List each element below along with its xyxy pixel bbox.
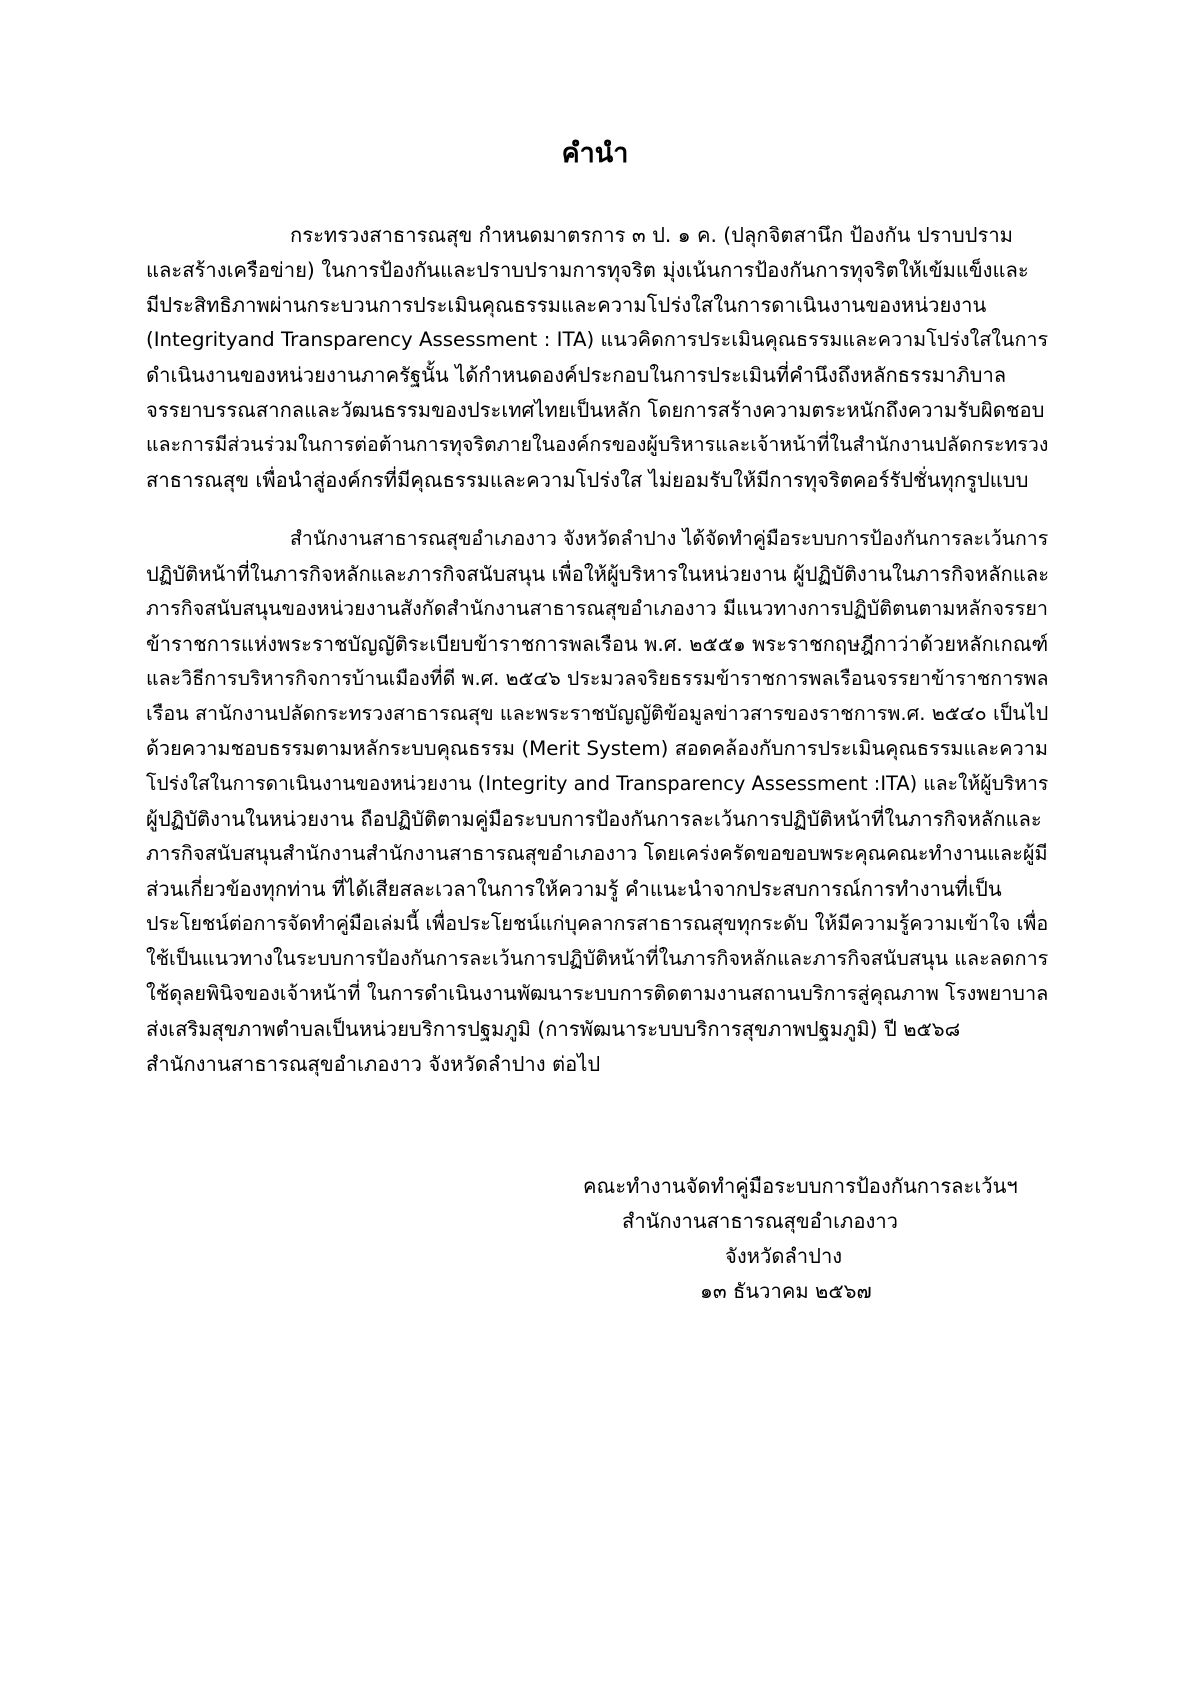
paragraph-2-line: ผู้ปฏิบัติงานในหน่วยงาน ถือปฏิบัติตามคู่มือระบบการป้องกันการละเว้นการปฏิบัติหน้าที่ในภารกิจหลักและ	[146, 807, 1042, 831]
signature-province: จังหวัดลำปาง	[725, 1244, 843, 1268]
paragraph-1-line: จรรยาบรรณสากลและวัฒนธรรมของประเทศไทยเป็นหลัก โดยการสร้างความตระหนักถึงความรับผิดชอบ	[146, 398, 1045, 422]
paragraph-2-line: ข้าราชการแห่งพระราชบัญญัติระเบียบข้าราชการพลเรือน พ.ศ. ๒๕๕๑ พระราชกฤษฎีกาว่าด้วยหลักเกณฑ์	[146, 632, 1049, 656]
paragraph-1-line: และการมีส่วนร่วมในการต่อต้านการทุจริตภายในองค์กรของผู้บริหารและเจ้าหน้าที่ในสำนักงานปลัดกระทรวง	[146, 433, 1049, 456]
paragraph-2-line: ด้วยความชอบธรรมตามหลักระบบคุณธรรม (Merit System) สอดคล้องกับการประเมินคุณธรรมและความ	[146, 737, 1049, 760]
paragraph-2-line: ส่วนเกี่ยวข้องทุกท่าน ที่ได้เสียสละเวลาในการให้ความรู้ คำแนะนำจากประสบการณ์การทำงานที่เป็น	[146, 877, 1002, 901]
paragraph-2-line: เรือน สานักงานปลัดกระทรวงสาธารณสุข และพระราชบัญญัติข้อมูลข่าวสารของราชการพ.ศ. ๒๕๔๐ เป็นไป	[146, 702, 1049, 725]
paragraph-1-line: กระทรวงสาธารณสุข กำหนดมาตรการ ๓ ป. ๑ ค. (ปลุกจิตสานึก ป้องกัน ปราบปราม	[290, 223, 1013, 247]
paragraph-2-line: ภารกิจสนับสนุนสำนักงานสำนักงานสาธารณสุขอำเภองาว โดยเคร่งครัดขอขอบพระคุณคณะทำงานและผู้มี	[146, 842, 1048, 865]
paragraph-2-line: โปร่งใสในการดาเนินงานของหน่วยงาน (Integrity and Transparency Assessment :ITA) และให้ผู้บริหาร	[146, 772, 1049, 795]
paragraph-2-line: ปฏิบัติหน้าที่ในภารกิจหลักและภารกิจสนับสนุน เพื่อให้ผู้บริหารในหน่วยงาน ผู้ปฏิบัติงานในภารกิจหลักและ	[146, 562, 1050, 586]
paragraph-2-line: สำนักงานสาธารณสุขอำเภองาว จังหวัดลำปาง ต่อไป	[146, 1052, 601, 1076]
paragraph-2-line: ใช้ดุลยพินิจของเจ้าหน้าที่ ในการดำเนินงานพัฒนาระบบการติดตามงานสถานบริการสู่คุณภาพ โรงพยาบาล	[146, 982, 1049, 1005]
signature-date: ๑๓ ธันวาคม ๒๕๖๗	[700, 1279, 872, 1303]
paragraph-1-line: (Integrityand Transparency Assessment : ITA) แนวคิดการประเมินคุณธรรมและความโปร่งใสในการ	[146, 328, 1049, 351]
paragraph-1-line: มีประสิทธิภาพผ่านกระบวนการประเมินคุณธรรมและความโปร่งใสในการดาเนินงานของหน่วยงาน	[146, 293, 987, 317]
paragraph-2-line: ส่งเสริมสุขภาพตำบลเป็นหน่วยบริการปฐมภูมิ (การพัฒนาระบบบริการสุขภาพปฐมภูมิ) ปี ๒๕๖๘	[146, 1017, 961, 1041]
page-title: คำนำ	[561, 138, 629, 169]
paragraph-2-line: ประโยชน์ต่อการจัดทำคู่มือเล่มนี้ เพื่อประโยชน์แก่บุคลากรสาธารณสุขทุกระดับ ให้มีความรู้ความเข้าใจ เพื่อ	[146, 912, 1049, 935]
signature-committee: คณะทำงานจัดทำคู่มือระบบการป้องกันการละเว้นฯ	[583, 1174, 1018, 1198]
signature-office: สำนักงานสาธารณสุขอำเภองาว	[622, 1209, 899, 1233]
paragraph-2-line: สำนักงานสาธารณสุขอำเภองาว จังหวัดลำปาง ได้จัดทำคู่มือระบบการป้องกันการละเว้นการ	[290, 527, 1049, 550]
paragraph-2-line: ภารกิจสนับสนุนของหน่วยงานสังกัดสำนักงานสาธารณสุขอำเภองาว มีแนวทางการปฏิบัติตนตามหลักจรรยา	[146, 597, 1049, 620]
paragraph-1-line: สาธารณสุข เพื่อนำสู่องค์กรที่มีคุณธรรมและความโปร่งใส ไม่ยอมรับให้มีการทุจริตคอร์รัปชั่นทุกรูปแบบ	[146, 468, 1029, 492]
paragraph-1-line: และสร้างเครือข่าย) ในการป้องกันและปราบปรามการทุจริต มุ่งเน้นการป้องกันการทุจริตให้เข้มแข็งและ	[146, 258, 1029, 282]
paragraph-1-line: ดำเนินงานของหน่วยงานภาครัฐนั้น ได้กำหนดองค์ประกอบในการประเมินที่คำนึงถึงหลักธรรมาภิบาล	[146, 363, 1007, 387]
paragraph-2-line: ใช้เป็นแนวทางในระบบการป้องกันการละเว้นการปฏิบัติหน้าที่ในภารกิจหลักและภารกิจสนับสนุน และลดการ	[146, 947, 1049, 970]
paragraph-2-line: และวิธีการบริหารกิจการบ้านเมืองที่ดี พ.ศ. ๒๕๔๖ ประมวลจริยธรรมข้าราชการพลเรือนจรรยาข้าราชการพล	[146, 667, 1049, 690]
